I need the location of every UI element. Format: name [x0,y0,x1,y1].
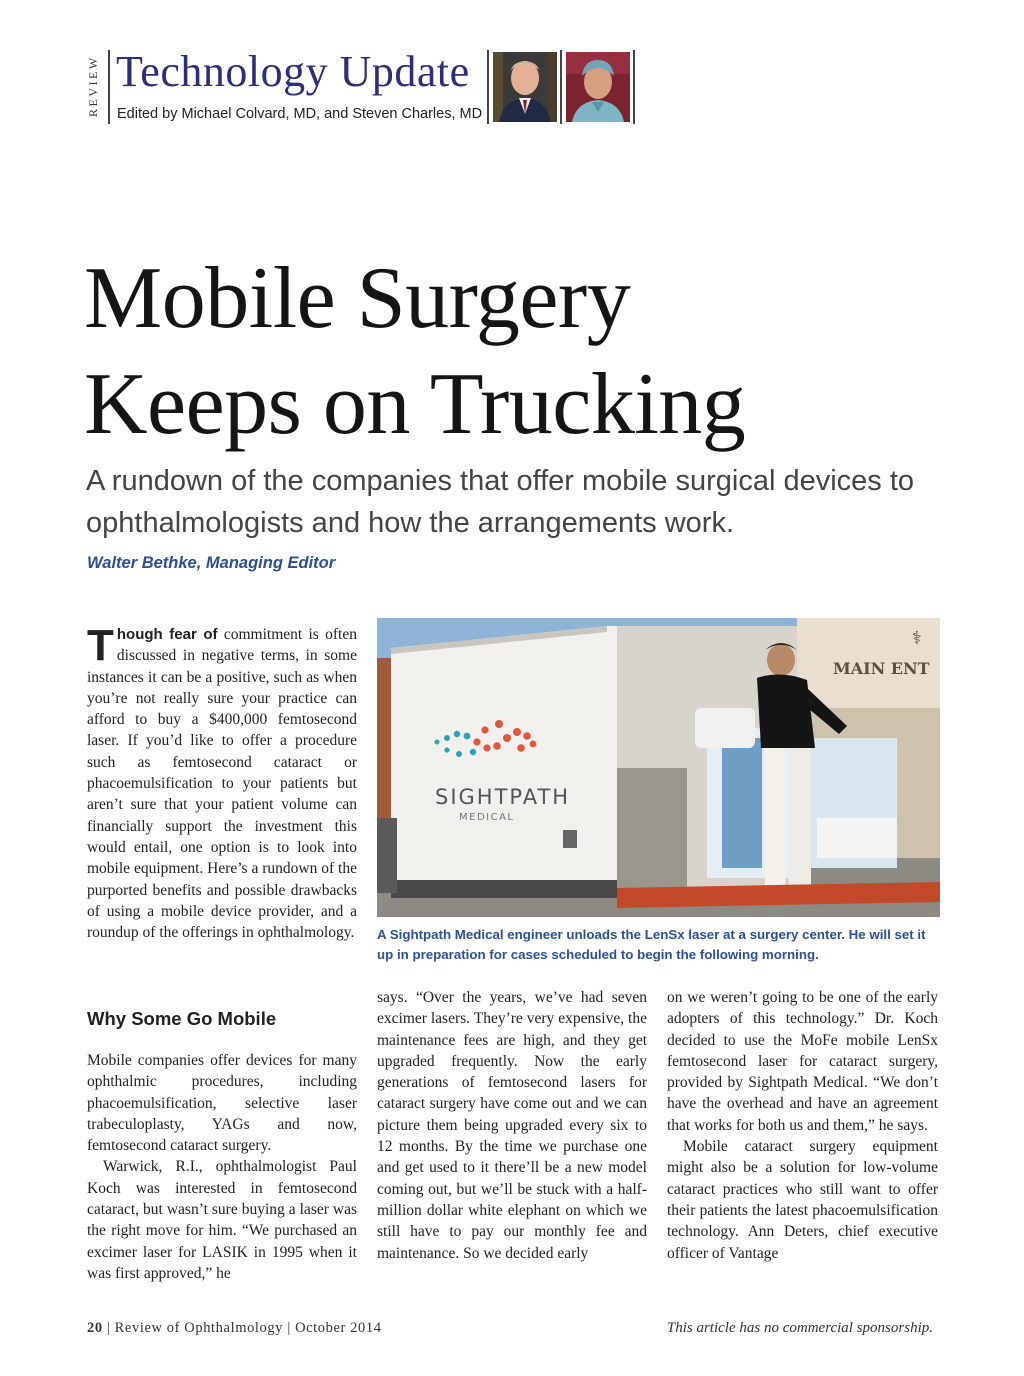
subhead: Why Some Go Mobile [87,1008,277,1029]
main-entrance-sign: MAIN ENT [833,659,930,678]
paragraph: Mobile companies offer devices for many ophthalmic procedures, including phacoemulsification, selective laser trabeculoplasty, YAGs and now, femtosecond cataract surgery. [87,1052,357,1155]
header-divider [487,50,489,124]
page-number: 20 [87,1320,103,1336]
svg-text:⚕: ⚕ [912,628,922,649]
article-deck: A rundown of the companies that offer mobile surgical devices to ophthalmologists and how the arrangements work. [86,465,915,539]
article-title [84,246,964,458]
editor-portrait-charles [566,52,630,122]
lead-in: hough fear of [116,626,218,643]
intro-text: commitment is often discussed in negative terms, in some instances it can be a positive, such as when you’re not really sure your practice can afford to buy a $400,000 femtosecond laser. If you’d like to offer a procedure such as femtosecond cataract or phacoemulsification to your patients but aren’t sure that your patient volume can financially support the investment this would entail, one option is to look into mobile equipment. Here’s a rundown of the purported benefits and possible drawbacks of using a mobile device provider, and a roundup of the offerings in ophthalmology. [87,626,357,942]
publication-name: Review of Ophthalmology [114,1320,284,1336]
photo-caption: A Sightpath Medical engineer unloads the LenSx laser at a surgery center. He will set it up in preparation for cases scheduled to begin the following morning. [377,927,926,962]
article-photo [377,618,940,917]
paragraph: Warwick, R.I., ophthalmologist Paul Koch was interested in femtosecond cataract, but wasn’t sure buying a laser was the right move for him. “We purchased an excimer laser for LASIK in 1995 when it was first approved,” he [87,1158,357,1282]
issue-date: October 2014 [295,1320,382,1336]
editors-line: Edited by Michael Colvard, MD, and Steven Charles, MD [117,106,483,122]
paragraph: Mobile cataract surgery equipment might also be a solution for low-volume cataract practices who still want to offer their patients the latest phacoemulsification technology. Ann Deters, chief executive officer of Vantage [667,1138,938,1262]
column-3-body [667,987,938,1264]
review-tag: REVIEW [86,55,100,117]
page-footer: 20 | Review of Ophthalmology | October 2014 [87,1320,382,1336]
column-1-body [87,1050,357,1284]
paragraph: says. “Over the years, we’ve had seven excimer lasers. They’re very expensive, the maintenance fees are high, and they get upgraded frequently. Now the early generations of femtosecond lasers for cataract surgery have come out and we can picture them being upgraded every six to 12 months. By the time we purchase one and get used to it there’ll be a new model coming out, but we’ll be stuck with a half-million dollar white elephant on which we still have to pay our monthly fee and maintenance. So we decided early [377,989,647,1262]
editor-portrait-colvard [493,52,557,122]
drop-cap: T [87,621,114,670]
truck-brand: SIGHTPATH [435,785,571,809]
header-divider [108,50,110,124]
title-line-2: Keeps on Trucking [84,356,746,453]
intro-paragraph [87,621,357,943]
title-line-1: Mobile Surgery [84,250,631,347]
column-2-body [377,987,647,1264]
section-title: Technology Update [116,47,470,96]
byline: Walter Bethke, Managing Editor [87,554,336,572]
header-divider [560,50,562,124]
sponsorship-note: This article has no commercial sponsorship. [666,1320,933,1336]
truck-brand-sub: MEDICAL [459,812,515,823]
paragraph: on we weren’t going to be one of the early adopters of this technology.” Dr. Koch decided to use the MoFe mobile LenSx femtosecond laser for cataract surgery, provided by Sightpath Medical. “We don’t have the overhead and have an agreement that works for both us and them,” he says. [667,989,938,1134]
header-divider [633,50,635,124]
